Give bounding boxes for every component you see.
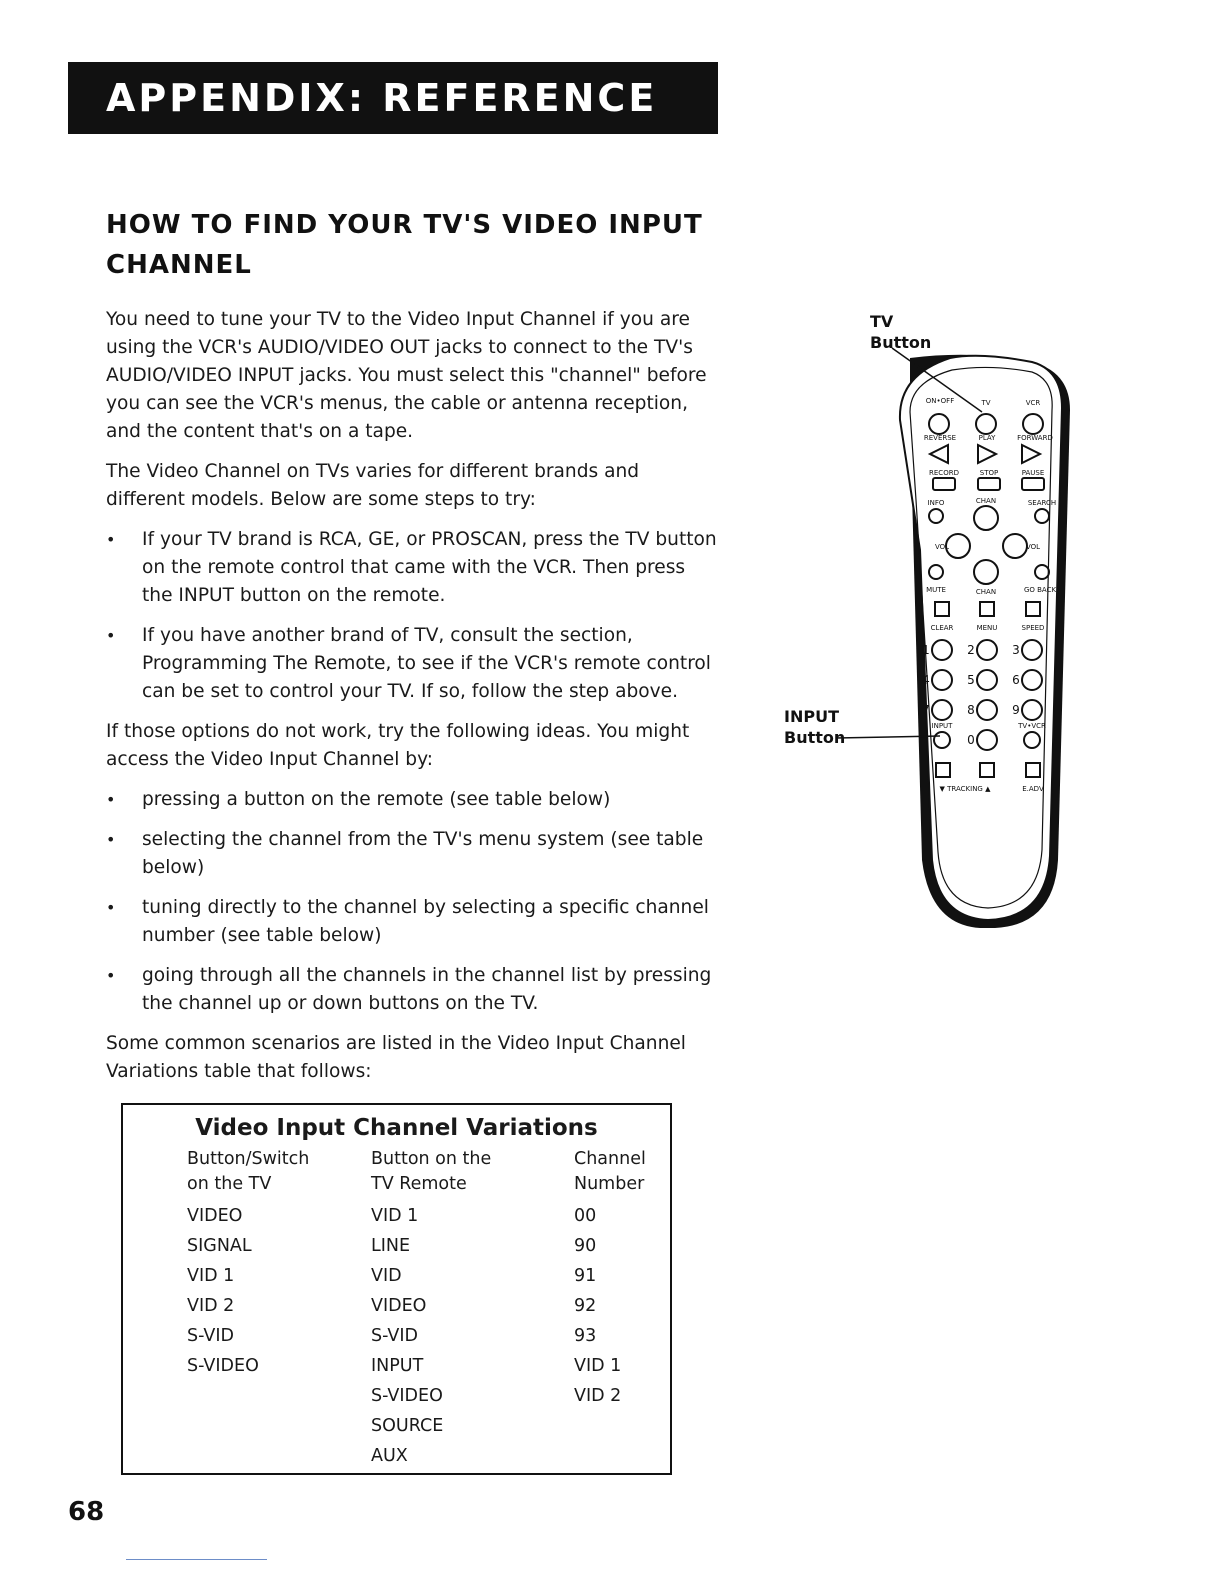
table-cell: AUX (371, 1446, 408, 1466)
scenarios-paragraph: Some common scenarios are listed in the Video Input Channel Variations table that follows: (106, 1033, 686, 1082)
table-cell: 00 (574, 1206, 597, 1226)
list-item: • tuning directly to the channel by selecting a specific channel number (see table below) (106, 894, 721, 950)
column-header-remote-button (371, 1147, 574, 1197)
callout-text: INPUT (784, 707, 839, 726)
header-text: Button/Switch (187, 1149, 310, 1169)
label-digit-0: 0 (967, 733, 975, 747)
header-text: TV Remote (371, 1174, 467, 1194)
table-cell: LINE (371, 1236, 411, 1256)
callout-text: Button (784, 728, 846, 747)
footer-divider (126, 1559, 267, 1560)
page-title (106, 205, 746, 285)
table-row (187, 1411, 674, 1441)
label-search: SEARCH (1027, 499, 1057, 507)
table-cell: VID 2 (187, 1296, 235, 1316)
list-item: • pressing a button on the remote (see table below) (106, 786, 721, 814)
table-cell: S-VIDEO (371, 1386, 443, 1406)
options-paragraph: If those options do not work, try the following ideas. You might access the Video Input Channel by: (106, 721, 690, 770)
table-cell: SOURCE (371, 1416, 444, 1436)
label-info: INFO (927, 499, 945, 507)
header-text: on the TV (187, 1174, 272, 1194)
label-vcr: VCR (1025, 399, 1041, 407)
table-row (187, 1321, 674, 1351)
label-go-back: GO BACK (1023, 586, 1057, 594)
ideas-list (106, 786, 721, 1018)
label-mute: MUTE (926, 586, 946, 594)
label-digit-3: 3 (1012, 643, 1020, 657)
label-stop: STOP (979, 469, 999, 477)
label-eadv: E.ADV (1022, 785, 1044, 793)
table-cell (187, 1441, 371, 1471)
table-row (187, 1291, 674, 1321)
header-text: Number (574, 1174, 645, 1194)
table-row (187, 1261, 674, 1291)
label-on-off: ON•OFF (925, 397, 955, 405)
table-cell: VID 1 (187, 1266, 235, 1286)
table-cell: S-VID (371, 1326, 419, 1346)
table-cell (574, 1411, 674, 1441)
label-speed: SPEED (1021, 624, 1045, 632)
brands-paragraph: The Video Channel on TVs varies for different brands and different models. Below are some steps to try: (106, 461, 640, 510)
list-item: • going through all the channels in the channel list by pressing the channel up or down buttons on the TV. (106, 962, 721, 1018)
table-cell: 90 (574, 1236, 597, 1256)
label-tv: TV (981, 399, 991, 407)
label-digit-7: 7 (922, 703, 930, 717)
label-vol-right: VOL (1025, 543, 1041, 551)
label-chan-down: CHAN (975, 588, 997, 596)
table-cell: VIDEO (187, 1206, 243, 1226)
remote-control-illustration (770, 300, 1090, 940)
table-header (187, 1147, 674, 1197)
table-body (187, 1147, 674, 1471)
table-row (187, 1201, 674, 1231)
label-digit-4: 4 (922, 673, 930, 687)
label-tv-vcr: TV•VCR (1018, 722, 1046, 730)
table-cell (187, 1411, 371, 1441)
table-cell: 93 (574, 1326, 597, 1346)
table-cell: S-VIDEO (187, 1356, 259, 1376)
label-vol-left: VOL (934, 543, 950, 551)
body-text (106, 306, 721, 1098)
label-digit-6: 6 (1012, 673, 1020, 687)
table-cell (574, 1441, 674, 1471)
label-reverse: REVERSE (923, 434, 957, 442)
header-text: Button on the (371, 1149, 492, 1169)
list-item: • selecting the channel from the TV's menu system (see table below) (106, 826, 721, 882)
section-banner: APPENDIX: REFERENCE (68, 62, 718, 134)
label-tracking: ▼ TRACKING ▲ (939, 785, 991, 793)
label-play: PLAY (978, 434, 996, 442)
table-cell: 92 (574, 1296, 597, 1316)
label-chan-up: CHAN (975, 497, 997, 505)
table-cell (187, 1381, 371, 1411)
column-header-channel-number (574, 1147, 674, 1197)
label-clear: CLEAR (930, 624, 954, 632)
table-cell: SIGNAL (187, 1236, 252, 1256)
header-text: Channel (574, 1149, 646, 1169)
label-pause: PAUSE (1021, 469, 1045, 477)
table-cell: VID 1 (574, 1356, 622, 1376)
table-cell: S-VID (187, 1326, 235, 1346)
label-digit-1: 1 (922, 643, 930, 657)
video-input-channel-table (121, 1103, 672, 1475)
table-cell: VIDEO (371, 1296, 427, 1316)
label-digit-9: 9 (1012, 703, 1020, 717)
label-input: INPUT (931, 722, 953, 730)
label-record: RECORD (929, 469, 959, 477)
table-cell: INPUT (371, 1356, 424, 1376)
table-row (187, 1351, 674, 1381)
label-digit-5: 5 (967, 673, 975, 687)
table-cell: VID 1 (371, 1206, 419, 1226)
page-number: 68 (68, 1497, 105, 1527)
label-digit-2: 2 (967, 643, 975, 657)
callout-text: TV (870, 312, 894, 331)
table-cell: VID (371, 1266, 402, 1286)
steps-list (106, 526, 721, 706)
table-cell: VID 2 (574, 1386, 622, 1406)
label-menu: MENU (976, 624, 998, 632)
table-row (187, 1381, 674, 1411)
list-item: • If you have another brand of TV, consult the section, Programming The Remote, to see if the VCR's remote control can be set to control your TV. If so, follow the step above. (106, 622, 721, 706)
intro-paragraph: You need to tune your TV to the Video Input Channel if you are using the VCR's AUDIO/VIDEO OUT jacks to connect to the TV's AUDIO/VIDEO INPUT jacks. You must select this "channel" before you can see the VCR's menus, the cable or antenna reception, and the content that's on a tape. (106, 309, 707, 442)
column-header-tv-switch (187, 1147, 371, 1197)
callout-text: Button (870, 333, 932, 352)
table-title: Video Input Channel Variations (195, 1115, 598, 1141)
label-digit-8: 8 (967, 703, 975, 717)
table-row (187, 1441, 674, 1471)
page-title-line-2: CHANNEL (106, 250, 252, 280)
page-title-line-1: HOW TO FIND YOUR TV'S VIDEO INPUT (106, 210, 703, 240)
table-row (187, 1231, 674, 1261)
list-item: • If your TV brand is RCA, GE, or PROSCAN, press the TV button on the remote control that came with the VCR. Then press the INPUT button on the remote. (106, 526, 721, 610)
label-forward: FORWARD (1017, 434, 1053, 442)
table-cell: 91 (574, 1266, 597, 1286)
